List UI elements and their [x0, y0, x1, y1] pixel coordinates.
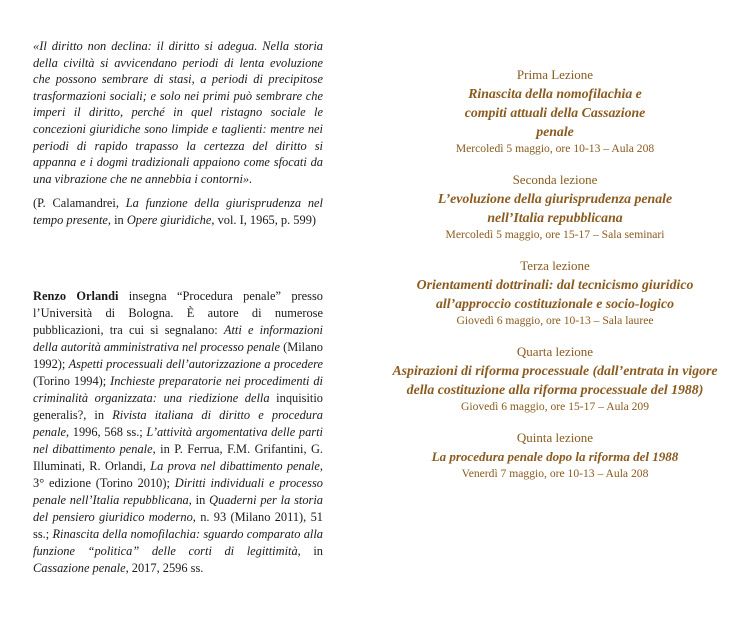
bio-work: Diritti individuali e processo penale nell’Italia repubblicana	[33, 476, 323, 507]
bio-text: , in	[297, 544, 323, 558]
lecture-1	[390, 66, 720, 157]
lecture-label: Quarta lezione	[516, 344, 594, 359]
author-bio	[33, 288, 323, 577]
bio-text: inquisitio generalis?, in	[33, 391, 323, 422]
bio-work: Aspetti processuali dell’autorizzazione a procedere	[68, 357, 323, 371]
lecture-title: La procedura penale dopo la riforma del 1988	[431, 449, 679, 464]
calamandrei-quote: «Il diritto non declina: il diritto si adegua. Nella storia della civiltà si avvicendano periodi di lenta evoluzione che possono sembrare di stasi, a periodi di precipitose trasformazioni sociali; e solo nei primi può sembrare che imperi il diritto, perché in quel ristagno sociale le concezioni giuridiche sono limpide e taglienti: mentre nei periodi di rapido trapasso la certezza del diritto si appanna e i dogmi tradizionali appaiono come sfocati da una vibrazione che ne annebbia i contorni».	[33, 39, 323, 186]
cite-work: La funzione della giurisprudenza nel tempo presente	[33, 196, 323, 227]
lecture-label: Terza lezione	[520, 258, 590, 273]
lecture-label: Seconda lezione	[512, 172, 598, 187]
bio-text: (Torino 1994);	[33, 374, 111, 388]
quote-citation	[33, 195, 323, 228]
bio-work: L’attività argomentativa delle parti nel dibattimento penale,	[33, 425, 323, 456]
bio-text: , 1996, 568 ss.;	[66, 425, 147, 439]
bio-work: Inchieste preparatorie nei procedimenti di criminalità organizzata: una riedizione della	[33, 374, 323, 405]
lecture-label: Prima Lezione	[516, 67, 594, 82]
lecture-4	[390, 343, 720, 415]
lecture-schedule: Venerdì 7 maggio, ore 10-13 – Aula 208	[461, 467, 649, 480]
cite-open: (P. Calamandrei,	[33, 196, 126, 211]
lecture-schedule: Mercoledì 5 maggio, ore 10-13 – Aula 208	[455, 142, 655, 155]
lecture-3	[390, 257, 720, 329]
bio-text: in P. Ferrua, F.M. Grifantini, G. Illuminati, R. Orlandi,	[33, 442, 323, 473]
bio-text: n. 93 (Milano 2011), 51 ss.;	[33, 510, 323, 541]
bio-work: Rivista italiana di diritto e procedura penale	[33, 408, 323, 439]
bio-work: Quaderni per la storia del pensiero giuridico moderno,	[33, 493, 323, 524]
bio-work: La prova nel dibattimento penale	[150, 459, 320, 473]
lecture-2	[390, 171, 720, 243]
bio-work: Atti e informazioni della autorità amministrativa nel processo penale	[33, 323, 324, 354]
bio-text: , 2017, 2596 ss.	[125, 561, 204, 575]
quote-block	[33, 38, 323, 229]
bio-text: , 3° edizione (Torino 2010);	[33, 459, 323, 490]
bio-work: Cassazione penale	[33, 561, 126, 575]
lecture-list	[390, 66, 720, 482]
bio-work: Rinascita della nomofilachia: sguardo comparato alla funzione “politica” delle corti di legittimità	[33, 527, 323, 558]
bio-text: , in	[188, 493, 210, 507]
cite-mid: , in	[107, 212, 127, 227]
bio-text: insegna “Procedura penale” presso l’Università di Bologna. È autore di numerose pubblicazioni, tra cui si segnalano:	[33, 289, 323, 337]
cite-book: Opere giuridiche	[126, 212, 212, 227]
bio-text: (Milano 1992);	[33, 340, 324, 371]
lecture-title: L’evoluzione della giurisprudenza penale nell’Italia repubblicana	[437, 191, 673, 225]
lecture-title: Rinascita della nomofilachia e compiti attuali della Cassazione penale	[464, 86, 646, 139]
cite-end: , vol. I, 1965, p. 599)	[211, 212, 317, 227]
lecture-title: Orientamenti dottrinali: dal tecnicismo giuridico all’approccio costituzionale e socio-logico	[416, 277, 694, 311]
lecture-schedule: Mercoledì 5 maggio, ore 15-17 – Sala seminari	[445, 228, 665, 241]
lecture-title: Aspirazioni di riforma processuale (dall’entrata in vigore della costituzione alla riforma processuale del 1988)	[392, 363, 718, 397]
lecture-schedule: Giovedì 6 maggio, ore 10-13 – Sala lauree	[456, 314, 654, 327]
author-name: Renzo Orlandi	[33, 289, 119, 303]
lecture-label: Quinta lezione	[516, 430, 594, 445]
lecture-schedule: Giovedì 6 maggio, ore 15-17 – Aula 209	[460, 400, 650, 413]
lecture-5	[390, 429, 720, 482]
